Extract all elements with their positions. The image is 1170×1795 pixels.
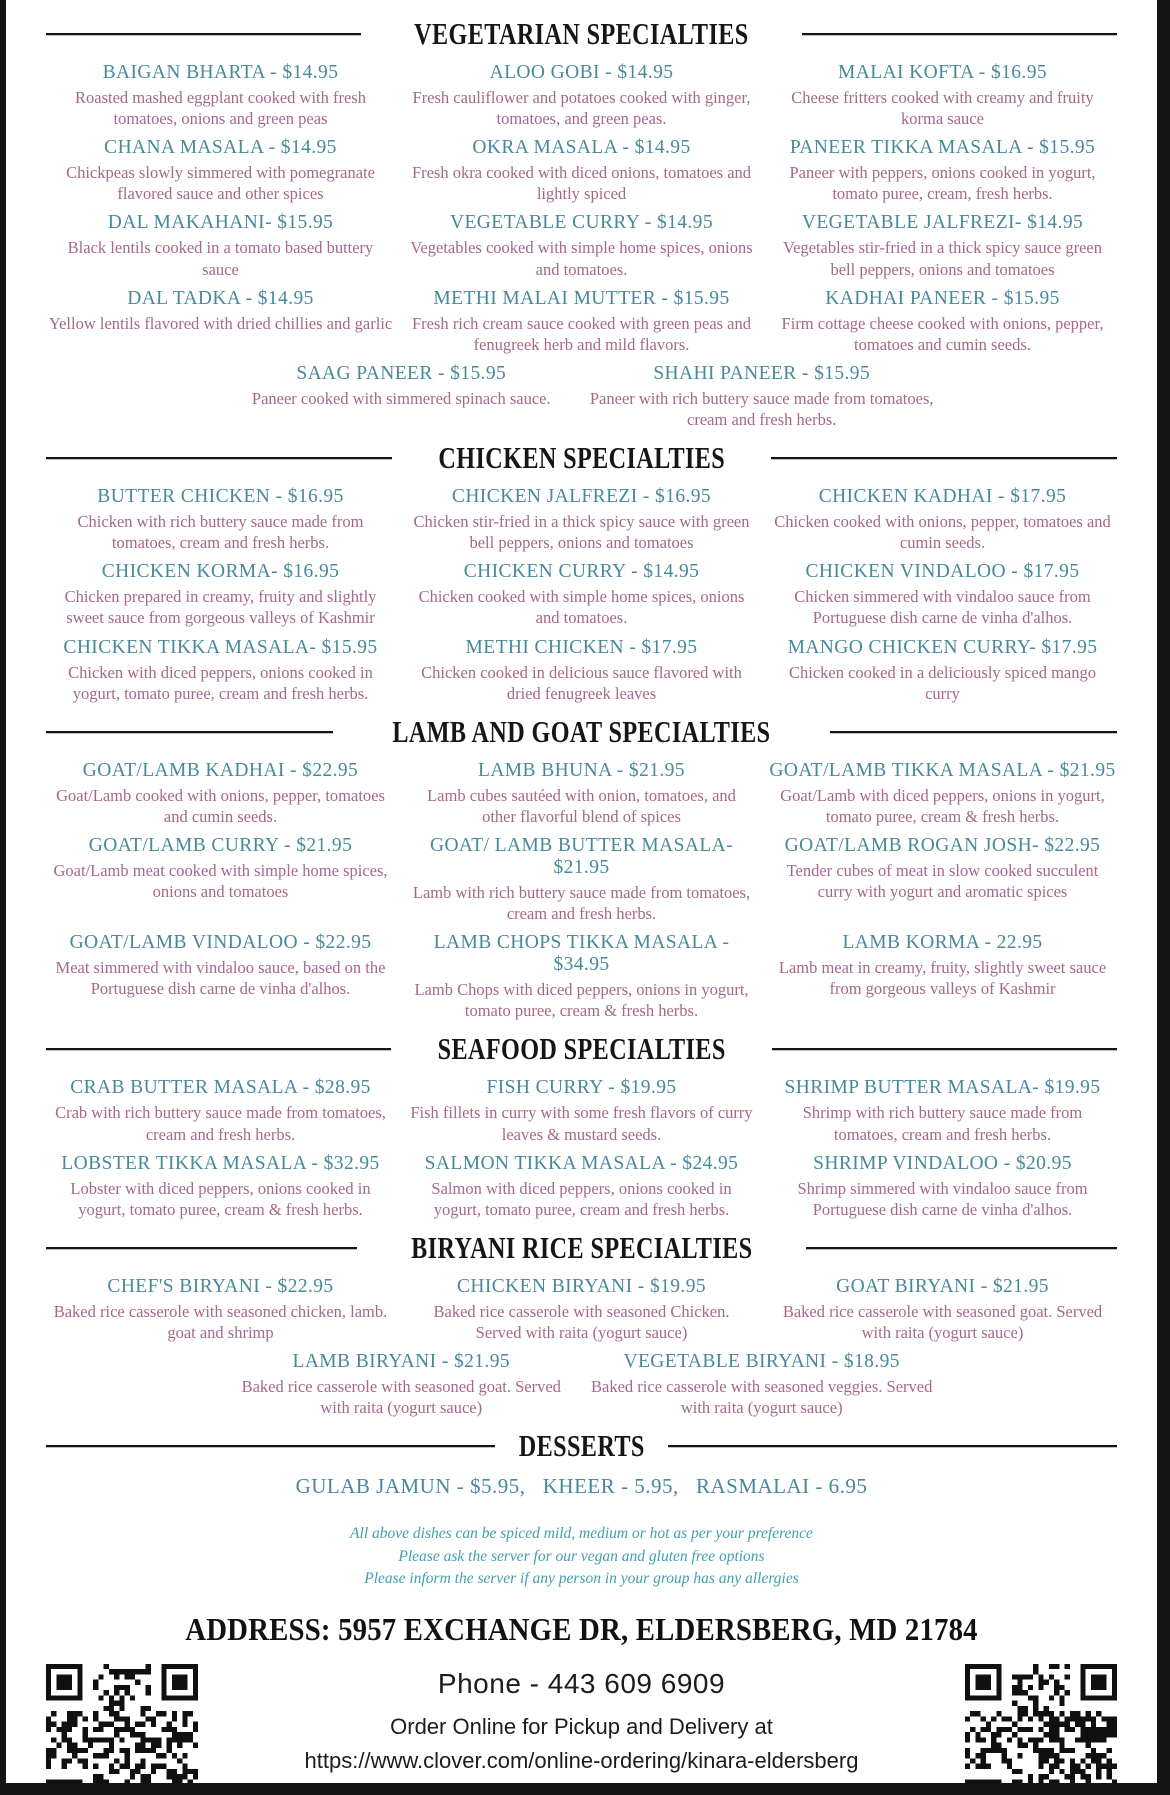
menu-item [768, 212, 1117, 279]
item-description: Fresh okra cooked with diced onions, tomatoes and lightly spiced [411, 163, 752, 204]
vegetarian-centered-row [228, 363, 935, 430]
item-name: METHI MALAI MUTTER - $15.95 [433, 287, 730, 309]
menu-item [407, 561, 756, 628]
menu-item [588, 363, 934, 430]
footer [46, 1664, 1117, 1783]
vegetarian-grid [46, 62, 1117, 355]
item-description: Chicken cooked with onions, pepper, tomatoes and cumin seeds. [774, 512, 1111, 553]
divider-line-right [830, 731, 1117, 733]
item-name: ALOO GOBI - $14.95 [489, 62, 674, 83]
item-description: Chicken cooked with simple home spices, onions and tomatoes. [418, 587, 745, 628]
item-description: Chicken cooked in delicious sauce flavored with dried fenugreek leaves [421, 662, 742, 703]
item-name: VEGETABLE BIRYANI - $18.95 [623, 1351, 900, 1373]
divider-line-left [46, 1048, 391, 1050]
menu-notes [46, 1523, 1117, 1590]
section-divider-chicken [46, 440, 1117, 476]
divider-line-right [772, 1048, 1117, 1050]
section-title-lamb-goat: LAMB AND GOAT SPECIALTIES [392, 713, 771, 749]
section-title-vegetarian: VEGETARIAN SPECIALTIES [414, 16, 749, 51]
item-description: Black lentils cooked in a tomato based buttery sauce [67, 238, 374, 279]
menu-item [588, 1351, 934, 1418]
menu-item [407, 212, 756, 279]
item-description: Lamb cubes sautéed with onion, tomatoes, and other flavorful blend of spices [427, 785, 736, 826]
lamb-goat-grid [46, 760, 1117, 1022]
item-name: GOAT/LAMB TIKKA MASALA - $21.95 [769, 759, 1116, 781]
divider-line-right [806, 1247, 1117, 1249]
item-name: GOAT/LAMB ROGAN JOSH- $22.95 [784, 834, 1101, 856]
item-name: MALAI KOFTA - $16.95 [837, 62, 1048, 83]
section-divider-vegetarian [46, 16, 1117, 52]
section-divider-desserts [46, 1428, 1117, 1464]
item-description: Paneer with peppers, onions cooked in yogurt, tomato puree, cream, fresh herbs. [789, 163, 1096, 204]
item-name: PANEER TIKKA MASALA - $15.95 [789, 137, 1096, 159]
divider-line-right [668, 1445, 1117, 1447]
item-description: Chicken with diced peppers, onions cooked in yogurt, tomato puree, cream and fresh herbs. [68, 662, 373, 703]
section-title-biryani: BIRYANI RICE SPECIALTIES [410, 1229, 753, 1265]
divider-line-left [46, 33, 361, 35]
menu-item [407, 835, 756, 924]
item-description: Chicken simmered with vindaloo sauce from Portuguese dish carne de vinha d'alhos. [794, 587, 1091, 628]
item-description: Goat/Lamb cooked with onions, pepper, tomatoes and cumin seeds. [56, 785, 385, 826]
menu-item [768, 760, 1117, 827]
item-name: SAAG PANEER - $15.95 [296, 362, 507, 384]
item-name: CRAB BUTTER MASALA - $28.95 [70, 1077, 371, 1099]
biryani-centered-row [228, 1351, 935, 1418]
item-name: VEGETABLE CURRY - $14.95 [450, 212, 713, 234]
item-name: CHICKEN CURRY - $14.95 [463, 561, 700, 583]
item-name: MANGO CHICKEN CURRY- $17.95 [787, 636, 1098, 658]
section-title-desserts: DESSERTS [518, 1428, 645, 1464]
menu-item [407, 1276, 756, 1343]
menu-item [46, 137, 395, 204]
item-description: Meat simmered with vindaloo sauce, based on the Portuguese dish carne de vinha d'alhos. [55, 958, 386, 999]
menu-item [46, 1153, 395, 1220]
item-description: Vegetables stir-fried in a thick spicy sauce green bell peppers, onions and tomatoes [782, 238, 1102, 279]
note-line: Please ask the server for our vegan and gluten free options [398, 1547, 765, 1565]
menu-item [46, 1077, 395, 1144]
biryani-grid [46, 1276, 1117, 1343]
item-description: Chicken with rich buttery sauce made from tomatoes, cream and fresh herbs. [77, 512, 364, 553]
qr-code-left [46, 1664, 198, 1783]
item-description: Paneer with rich buttery sauce made from tomatoes, cream and fresh herbs. [589, 388, 934, 429]
item-name: SHAHI PANEER - $15.95 [653, 362, 871, 384]
item-name: CHANA MASALA - $14.95 [104, 137, 337, 159]
item-description: Fish fillets in curry with some fresh flavors of curry leaves & mustard seeds. [410, 1103, 753, 1144]
item-description: Shrimp with rich buttery sauce made from tomatoes, cream and fresh herbs. [802, 1103, 1083, 1144]
note-line: All above dishes can be spiced mild, medium or hot as per your preference [350, 1525, 813, 1543]
item-description: Baked rice casserole with seasoned goat. Served with raita (yogurt sauce) [241, 1377, 561, 1418]
contact-block [198, 1664, 965, 1774]
item-description: Vegetables cooked with simple home spices, onions and tomatoes. [410, 238, 753, 279]
item-description: Chickpeas slowly simmered with pomegranate flavored sauce and other spices [66, 163, 375, 204]
item-name: FISH CURRY - $19.95 [486, 1077, 677, 1099]
menu-item [407, 760, 756, 827]
item-description: Crab with rich buttery sauce made from tomatoes, cream and fresh herbs. [55, 1103, 386, 1144]
seafood-grid [46, 1077, 1117, 1219]
item-description: Paneer cooked with simmered spinach sauce. [251, 388, 551, 408]
menu-item [407, 1153, 756, 1220]
menu-item [407, 62, 756, 129]
menu-item [407, 932, 756, 1021]
item-name: CHICKEN BIRYANI - $19.95 [456, 1275, 707, 1297]
item-description: Chicken prepared in creamy, fruity and slightly sweet sauce from gorgeous valleys of Kashmir [64, 587, 377, 628]
menu-item [768, 137, 1117, 204]
item-description: Roasted mashed eggplant cooked with fresh tomatoes, onions and green peas [75, 88, 366, 129]
menu-item [407, 486, 756, 553]
menu-item [768, 1276, 1117, 1343]
item-name: CHICKEN JALFREZI - $16.95 [451, 486, 712, 508]
item-name: BAIGAN BHARTA - $14.95 [102, 62, 339, 83]
divider-line-left [46, 1445, 495, 1447]
menu-item [768, 62, 1117, 129]
item-description: Yellow lentils flavored with dried chillies and garlic [48, 313, 393, 333]
item-description: Tender cubes of meat in slow cooked succulent curry with yogurt and aromatic spices [786, 860, 1099, 902]
menu-item [768, 637, 1117, 704]
menu-item [407, 137, 756, 204]
item-description: Lamb Chops with diced peppers, onions in yogurt, tomato puree, cream & fresh herbs. [414, 980, 749, 1021]
menu-item [46, 62, 395, 129]
item-name: LAMB CHOPS TIKKA MASALA - $34.95 [433, 932, 730, 976]
item-description: Fresh cauliflower and potatoes cooked with ginger, tomatoes, and green peas. [412, 88, 751, 129]
section-divider-biryani [46, 1230, 1117, 1266]
desserts-line: GULAB JAMUN - $5.95, KHEER - 5.95, RASMALAI - 6.95 [295, 1474, 868, 1499]
divider-line-left [46, 457, 392, 459]
menu-item [768, 1077, 1117, 1144]
item-name: CHICKEN KORMA- $16.95 [101, 561, 340, 583]
divider-line-left [46, 731, 333, 733]
menu-item [46, 486, 395, 553]
menu-item [768, 486, 1117, 553]
menu-item [46, 760, 395, 827]
item-name: LAMB BIRYANI - $21.95 [292, 1351, 511, 1373]
item-description: Goat/Lamb meat cooked with simple home spices, onions and tomatoes [53, 860, 388, 902]
item-name: CHICKEN KADHAI - $17.95 [818, 486, 1067, 508]
menu-item [46, 561, 395, 628]
menu-item [768, 561, 1117, 628]
phone-line: Phone - 443 609 6909 [437, 1667, 726, 1699]
item-description: Goat/Lamb with diced peppers, onions in yogurt, tomato puree, cream & fresh herbs. [780, 785, 1105, 826]
menu-item [46, 288, 395, 355]
menu-item [768, 288, 1117, 355]
menu-item [46, 212, 395, 279]
menu-item [768, 835, 1117, 924]
menu-item [46, 932, 395, 1021]
qr-code-right [965, 1664, 1117, 1783]
address-line: ADDRESS: 5957 EXCHANGE DR, ELDERSBERG, MD 21784 [185, 1610, 978, 1647]
divider-line-left [46, 1247, 357, 1249]
item-name: LOBSTER TIKKA MASALA - $32.95 [61, 1152, 380, 1174]
menu-item [407, 637, 756, 704]
menu-item [768, 1153, 1117, 1220]
item-description: Baked rice casserole with seasoned goat. Served with raita (yogurt sauce) [782, 1301, 1103, 1342]
item-name: SHRIMP BUTTER MASALA- $19.95 [784, 1077, 1101, 1099]
item-name: BUTTER CHICKEN - $16.95 [97, 486, 344, 508]
item-name: SHRIMP VINDALOO - $20.95 [813, 1152, 1072, 1174]
item-description: Fresh rich cream sauce cooked with green peas and fenugreek herb and mild flavors. [411, 313, 752, 354]
menu-item [46, 835, 395, 924]
item-name: LAMB KORMA - 22.95 [842, 932, 1043, 954]
item-description: Firm cottage cheese cooked with onions, pepper, tomatoes and cumin seeds. [781, 313, 1104, 354]
section-title-seafood: SEAFOOD SPECIALTIES [437, 1031, 726, 1067]
item-description: Cheese fritters cooked with creamy and fruity korma sauce [791, 88, 1094, 129]
item-name: DAL TADKA - $14.95 [127, 287, 314, 309]
menu-item [228, 363, 574, 430]
item-name: DAL MAKAHANI- $15.95 [107, 212, 334, 234]
menu-page [6, 0, 1157, 1783]
item-name: GOAT/LAMB VINDALOO - $22.95 [69, 932, 372, 954]
item-name: GOAT/LAMB KADHAI - $22.95 [82, 759, 359, 781]
menu-item [407, 1077, 756, 1144]
item-name: METHI CHICKEN - $17.95 [465, 636, 698, 658]
item-description: Baked rice casserole with seasoned chicken, lamb. goat and shrimp [53, 1301, 388, 1342]
menu-item [46, 1276, 395, 1343]
item-name: SALMON TIKKA MASALA - $24.95 [424, 1152, 739, 1174]
item-name: VEGETABLE JALFREZI- $14.95 [801, 212, 1084, 234]
item-description: Salmon with diced peppers, onions cooked in yogurt, tomato puree, cream and fresh herbs. [431, 1178, 732, 1219]
menu-item [407, 288, 756, 355]
divider-line-right [771, 457, 1117, 459]
item-name: LAMB BHUNA - $21.95 [478, 759, 685, 781]
item-name: GOAT BIRYANI - $21.95 [836, 1275, 1049, 1297]
item-description: Lamb with rich buttery sauce made from tomatoes, cream and fresh herbs. [412, 882, 751, 924]
order-url: https://www.clover.com/online-ordering/kinara-eldersberg [304, 1747, 859, 1773]
item-description: Baked rice casserole with seasoned Chicken. Served with raita (yogurt sauce) [433, 1301, 730, 1342]
item-name: CHICKEN VINDALOO - $17.95 [805, 561, 1080, 583]
item-name: CHICKEN TIKKA MASALA- $15.95 [63, 636, 378, 658]
item-description: Chicken cooked in a deliciously spiced mango curry [788, 662, 1096, 703]
menu-item [228, 1351, 574, 1418]
item-description: Chicken stir-fried in a thick spicy sauce with green bell peppers, onions and tomatoes [413, 512, 750, 553]
item-name: GOAT/LAMB CURRY - $21.95 [88, 834, 353, 856]
note-line: Please inform the server if any person in your group has any allergies [364, 1570, 799, 1588]
item-name: CHEF'S BIRYANI - $22.95 [107, 1275, 334, 1297]
item-description: Shrimp simmered with vindaloo sauce from Portuguese dish carne de vinha d'alhos. [797, 1178, 1088, 1219]
chicken-grid [46, 486, 1117, 704]
item-description: Lobster with diced peppers, onions cooked in yogurt, tomato puree, cream & fresh herbs. [70, 1178, 371, 1219]
menu-item [46, 637, 395, 704]
section-divider-lamb-goat [46, 714, 1117, 750]
item-name: KADHAI PANEER - $15.95 [825, 287, 1060, 309]
item-description: Lamb meat in creamy, fruity, slightly sweet sauce from gorgeous valleys of Kashmir [778, 958, 1107, 999]
order-online-line: Order Online for Pickup and Delivery at [390, 1713, 773, 1739]
section-title-chicken: CHICKEN SPECIALTIES [438, 440, 725, 476]
item-name: OKRA MASALA - $14.95 [472, 137, 691, 159]
menu-item [768, 932, 1117, 1021]
item-description: Baked rice casserole with seasoned veggies. Served with raita (yogurt sauce) [591, 1377, 933, 1418]
section-divider-seafood [46, 1031, 1117, 1067]
item-name: GOAT/ LAMB BUTTER MASALA- $21.95 [429, 834, 734, 878]
divider-line-right [802, 33, 1117, 35]
